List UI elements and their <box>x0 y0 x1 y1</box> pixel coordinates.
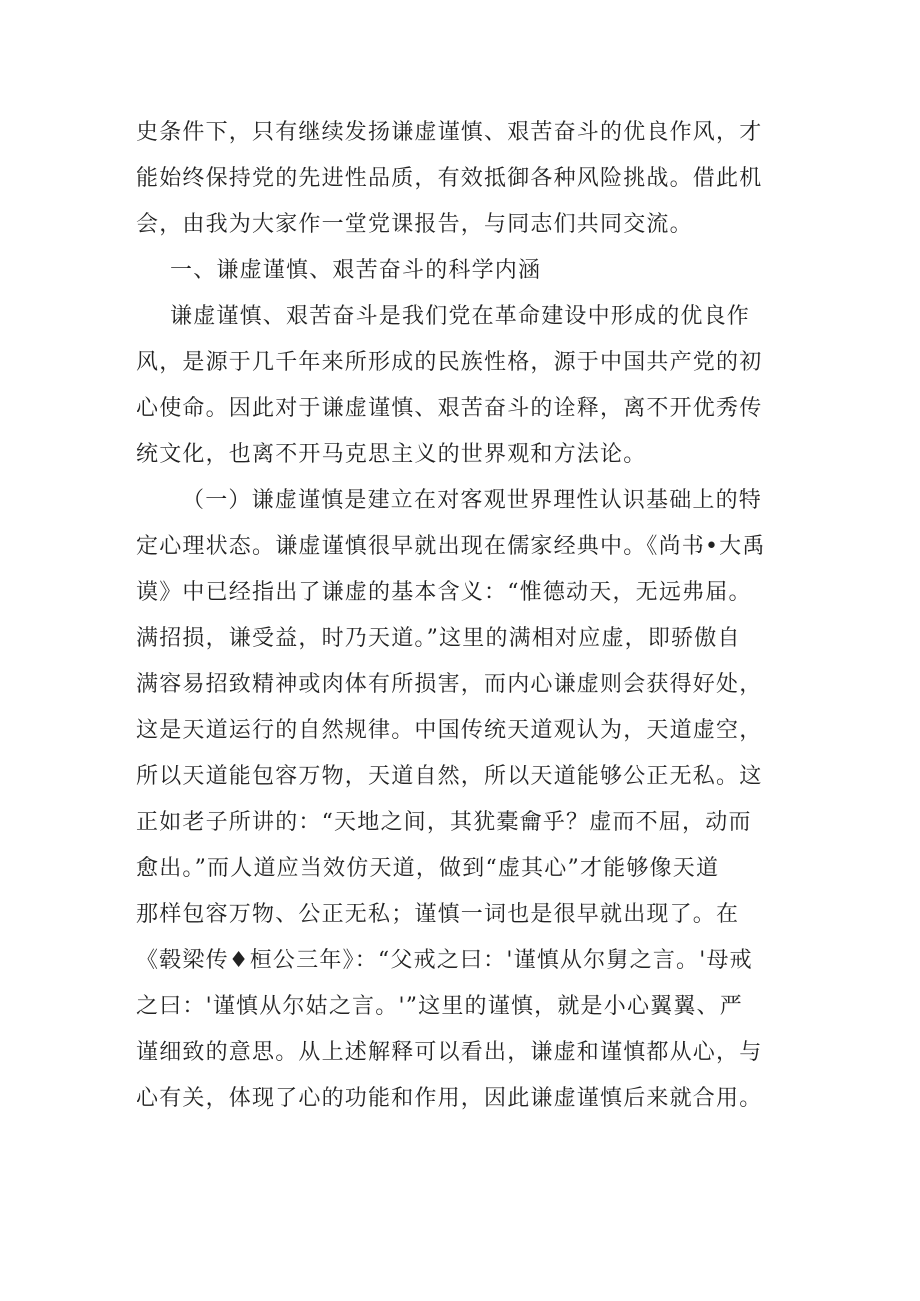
paragraph-line: 之曰：'谨慎从尔姑之言。'”这里的谨慎，就是小心翼翼、严 <box>136 994 743 1019</box>
paragraph-line: 那样包容万物、公正无私；谨慎一词也是很早就出现了。在 <box>136 902 740 927</box>
paragraph-line: 《毂梁传♦桓公三年》：“父戒之曰：'谨慎从尔舅之言。'母戒 <box>136 948 753 973</box>
paragraph-line: 心有关，体现了心的功能和作用，因此谦虚谨慎后来就合用。 <box>136 1086 763 1111</box>
paragraph-line: 心使命。因此对于谦虚谨慎、艰苦奋斗的诠释，离不开优秀传 <box>136 396 763 421</box>
paragraph-line: 会，由我为大家作一堂党课报告，与同志们共同交流。 <box>136 212 693 237</box>
paragraph-line: 谨细致的意思。从上述解释可以看出，谦虚和谨慎都从心，与 <box>136 1040 763 1065</box>
paragraph-line: 这是天道运行的自然规律。中国传统天道观认为，天道虚空， <box>136 718 763 743</box>
document-body <box>136 110 776 1122</box>
paragraph-line: 愈出。”而人道应当效仿天道，做到“虚其心”才能够像天道 <box>136 856 720 881</box>
paragraph-line: 满招损，谦受益，时乃天道。”这里的满相对应虚，即骄傲自 <box>136 626 741 651</box>
paragraph-line: 史条件下，只有继续发扬谦虚谨慎、艰苦奋斗的优良作风，才 <box>136 120 763 145</box>
subsection-line: （一）谦虚谨慎是建立在对客观世界理性认识基础上的特 <box>182 488 763 513</box>
paragraph-line: 统文化，也离不开马克思主义的世界观和方法论。 <box>136 442 647 467</box>
paragraph-line: 谦虚谨慎、艰苦奋斗是我们党在革命建设中形成的优良作 <box>170 304 751 329</box>
paragraph-line: 满容易招致精神或肉体有所损害，而内心谦虚则会获得好处， <box>136 672 763 697</box>
paragraph-line: 定心理状态。谦虚谨慎很早就出现在儒家经典中。《尚书•大禹 <box>136 534 766 559</box>
section-heading: 一、谦虚谨慎、艰苦奋斗的科学内涵 <box>170 258 542 283</box>
paragraph-line: 谟》中已经指出了谦虚的基本含义：“惟德动天，无远弗届。 <box>136 580 752 605</box>
paragraph-line: 风，是源于几千年来所形成的民族性格，源于中国共产党的初 <box>136 350 763 375</box>
paragraph-line: 所以天道能包容万物，天道自然，所以天道能够公正无私。这 <box>136 764 763 789</box>
paragraph-line: 能始终保持党的先进性品质，有效抵御各种风险挑战。借此机 <box>136 166 763 191</box>
paragraph-line: 正如老子所讲的：“天地之间，其犹橐龠乎？虚而不屈，动而 <box>136 810 752 835</box>
